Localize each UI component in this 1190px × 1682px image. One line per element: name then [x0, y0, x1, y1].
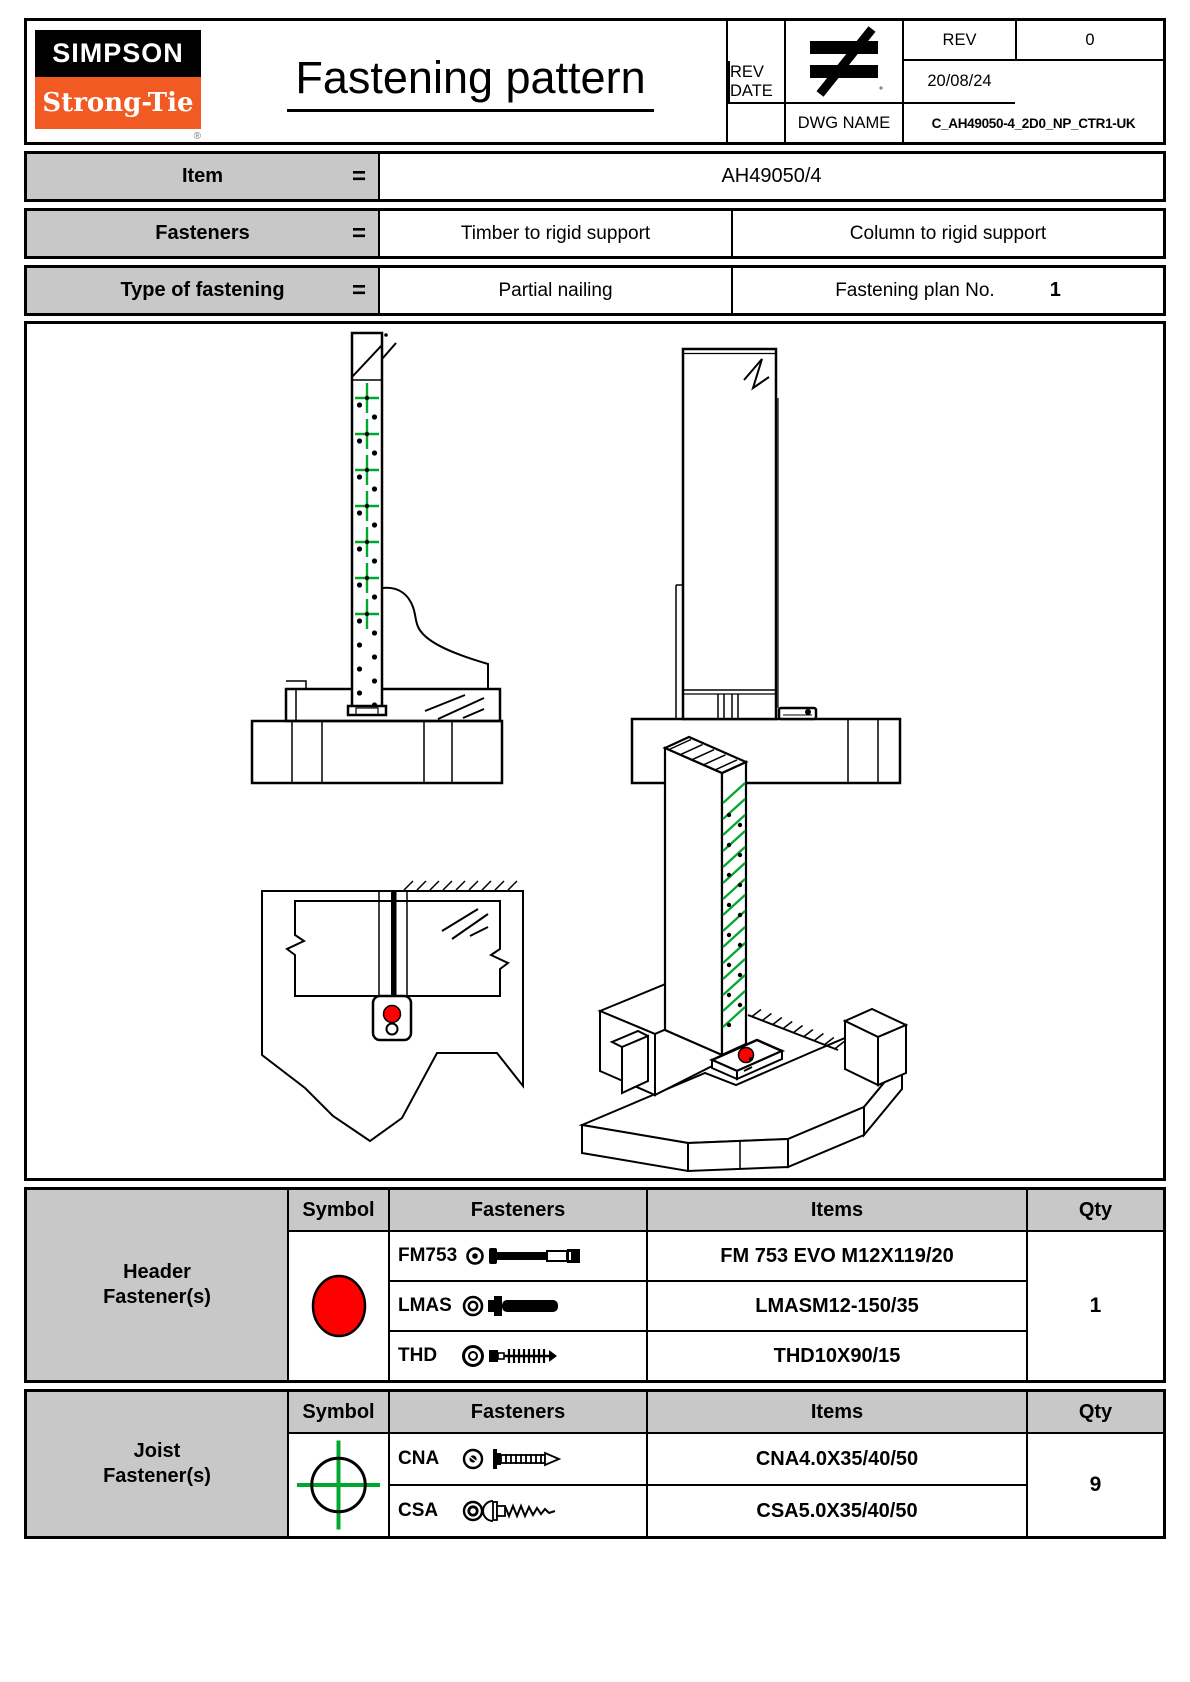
header-fastener-marker-plan [384, 1006, 401, 1023]
simpson-strongtie-logo [27, 21, 215, 142]
registered-mark: ® [193, 131, 201, 142]
thd-screw-icon [461, 1340, 591, 1372]
drawing-side-elevation [632, 349, 900, 783]
group-label-line2: Fastener(s) [103, 1286, 211, 1308]
item-csa: CSA5.0X35/40/50 [646, 1484, 1026, 1536]
header-fasteners-qty: 1 [1026, 1230, 1163, 1380]
equals-sign: = [351, 162, 366, 190]
green-crosshair-circle-marker [287, 1432, 388, 1536]
info-row-fasteners [24, 208, 1166, 259]
fastening-pattern-drawing [27, 324, 1163, 1178]
info-row-item [24, 151, 1166, 202]
fasteners-label-text: Fasteners [155, 222, 250, 244]
fastening-type-label [27, 268, 380, 313]
fastener-label: FM753 [398, 1245, 458, 1266]
info-row-fastening-type [24, 265, 1166, 316]
item-cna: CNA4.0X35/40/50 [646, 1432, 1026, 1484]
csa-screw-icon [461, 1495, 601, 1527]
fastener-label: CSA [398, 1500, 439, 1521]
dwg-name-label: DWG NAME [784, 104, 902, 142]
col-header-symbol: Symbol [287, 1190, 388, 1230]
fm753-bolt-icon [464, 1241, 594, 1271]
col-header-symbol: Symbol [287, 1392, 388, 1432]
revision-block [726, 21, 1163, 142]
drawing-front-elevation [252, 333, 502, 783]
fastener-row-cna [388, 1432, 646, 1484]
fastener-row-fm753 [388, 1230, 646, 1280]
item-lmas: LMASM12-150/35 [646, 1280, 1026, 1330]
col-header-fasteners: Fasteners [388, 1392, 646, 1432]
drawing-plan-view [262, 881, 523, 1141]
fastener-row-thd [388, 1330, 646, 1380]
fasteners-value-2: Column to rigid support [849, 222, 1047, 244]
group-label-line1: Joist [133, 1440, 181, 1462]
group-label-line2: Fastener(s) [103, 1465, 211, 1487]
dwg-name-value: C_AH49050-4_2D0_NP_CTR1-UK [902, 104, 1163, 142]
drawing-isometric-view [582, 737, 906, 1171]
not-equal-icon [784, 21, 902, 104]
item-label [27, 154, 380, 199]
equals-sign: = [351, 219, 366, 247]
joist-fasteners-table [24, 1389, 1166, 1539]
fastening-type-value: Partial nailing [380, 268, 733, 313]
item-thd: THD10X90/15 [646, 1330, 1026, 1380]
fastening-type-label-text: Type of fastening [120, 279, 285, 301]
fastener-row-csa [388, 1484, 646, 1536]
fastener-row-lmas [388, 1280, 646, 1330]
fastener-label: THD [398, 1345, 438, 1366]
page-title: Fastening pattern [287, 52, 653, 112]
item-fm753: FM 753 EVO M12X119/20 [646, 1230, 1026, 1280]
lmas-anchor-icon [461, 1290, 591, 1322]
fasteners-value-1: Timber to rigid support [380, 211, 733, 256]
col-header-items: Items [646, 1190, 1026, 1230]
fastening-plan-no [733, 268, 1163, 313]
fastening-plan-no-label: Fastening plan No. [835, 279, 995, 301]
fastening-plan-no-value: 1 [1049, 279, 1061, 301]
col-header-items: Items [646, 1392, 1026, 1432]
red-ellipse-marker [287, 1230, 388, 1380]
joist-fasteners-qty: 9 [1026, 1432, 1163, 1536]
cna-nail-icon [461, 1443, 601, 1475]
header-fasteners-table [24, 1187, 1166, 1383]
header-fasteners-group-label [27, 1190, 287, 1380]
fastener-label: CNA [398, 1448, 440, 1469]
fasteners-label [27, 211, 380, 256]
item-value: AH49050/4 [721, 165, 822, 187]
group-label-line1: Header [123, 1261, 191, 1283]
rev-date-value: 20/08/24 [902, 61, 1015, 104]
col-header-fasteners: Fasteners [388, 1190, 646, 1230]
logo-strongtie: Strong-Tie [35, 77, 201, 129]
rev-date-label: REV DATE [728, 61, 784, 104]
col-header-qty: Qty [1026, 1190, 1163, 1230]
revision-block-spacer [728, 21, 784, 61]
fastener-label: LMAS [398, 1295, 452, 1316]
col-header-qty: Qty [1026, 1392, 1163, 1432]
item-label-text: Item [181, 165, 224, 187]
rev-value: 0 [1015, 21, 1163, 61]
rev-label: REV [902, 21, 1015, 61]
joist-fasteners-group-label [27, 1392, 287, 1536]
equals-sign: = [351, 276, 366, 304]
technical-drawing-panel [24, 321, 1166, 1181]
logo-simpson: SIMPSON [35, 30, 201, 77]
title-block-header [24, 18, 1166, 145]
